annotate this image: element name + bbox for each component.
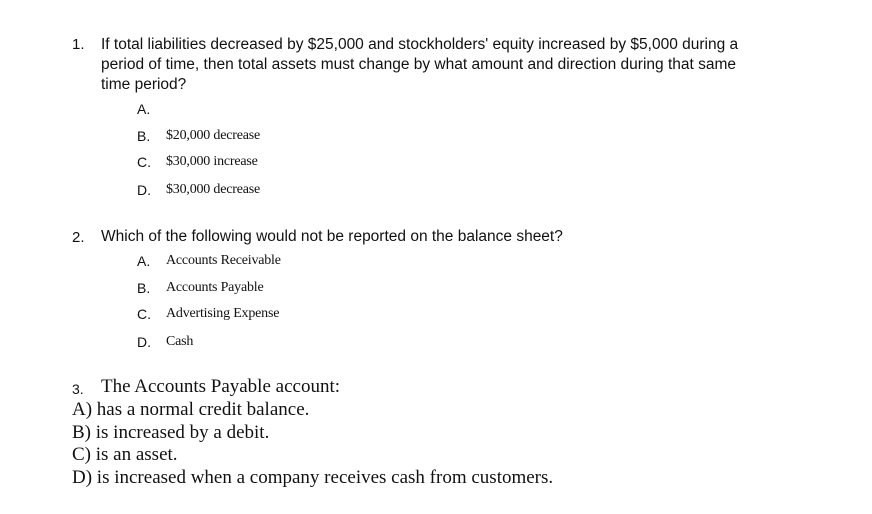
question-1-line-1: If total liabilities decreased by $25,000 and stockholders' equity increased by $5,000 during a [101,36,739,53]
question-1-text [101,35,738,95]
option-text: Accounts Payable [166,280,264,295]
question-1-line-3: time period? [101,76,187,93]
option-text: $30,000 decrease [166,182,260,197]
question-3-option-c: C) is an asset. [72,444,178,465]
question-3-text: The Accounts Payable account: [101,376,341,397]
option-letter: B. [137,280,151,296]
option-text: $30,000 increase [166,154,258,169]
option-letter: C. [137,306,151,322]
option-text: Advertising Expense [166,306,280,321]
option-letter: B. [137,128,151,144]
option-letter: A. [137,253,151,269]
question-1-line-2: period of time, then total assets must change by what amount and direction during that same [101,56,737,73]
option-text: $20,000 decrease [166,128,260,143]
question-3-option-d: D) is increased when a company receives cash from customers. [72,466,554,488]
option-letter: C. [137,154,151,170]
question-3-option-a: A) has a normal credit balance. [72,399,310,420]
option-text: Accounts Receivable [166,253,281,268]
question-1-number: 1. [72,36,85,53]
question-2-text: Which of the following would not be reported on the balance sheet? [101,228,563,245]
question-2-number: 2. [72,229,85,246]
option-letter: D. [137,334,151,350]
question-3-option-b: B) is increased by a debit. [72,421,270,443]
question-3-options [72,399,553,489]
question-3-number: 3. [72,381,84,397]
option-letter: A. [137,101,151,117]
option-letter: D. [137,182,151,198]
option-text: Cash [166,334,194,349]
